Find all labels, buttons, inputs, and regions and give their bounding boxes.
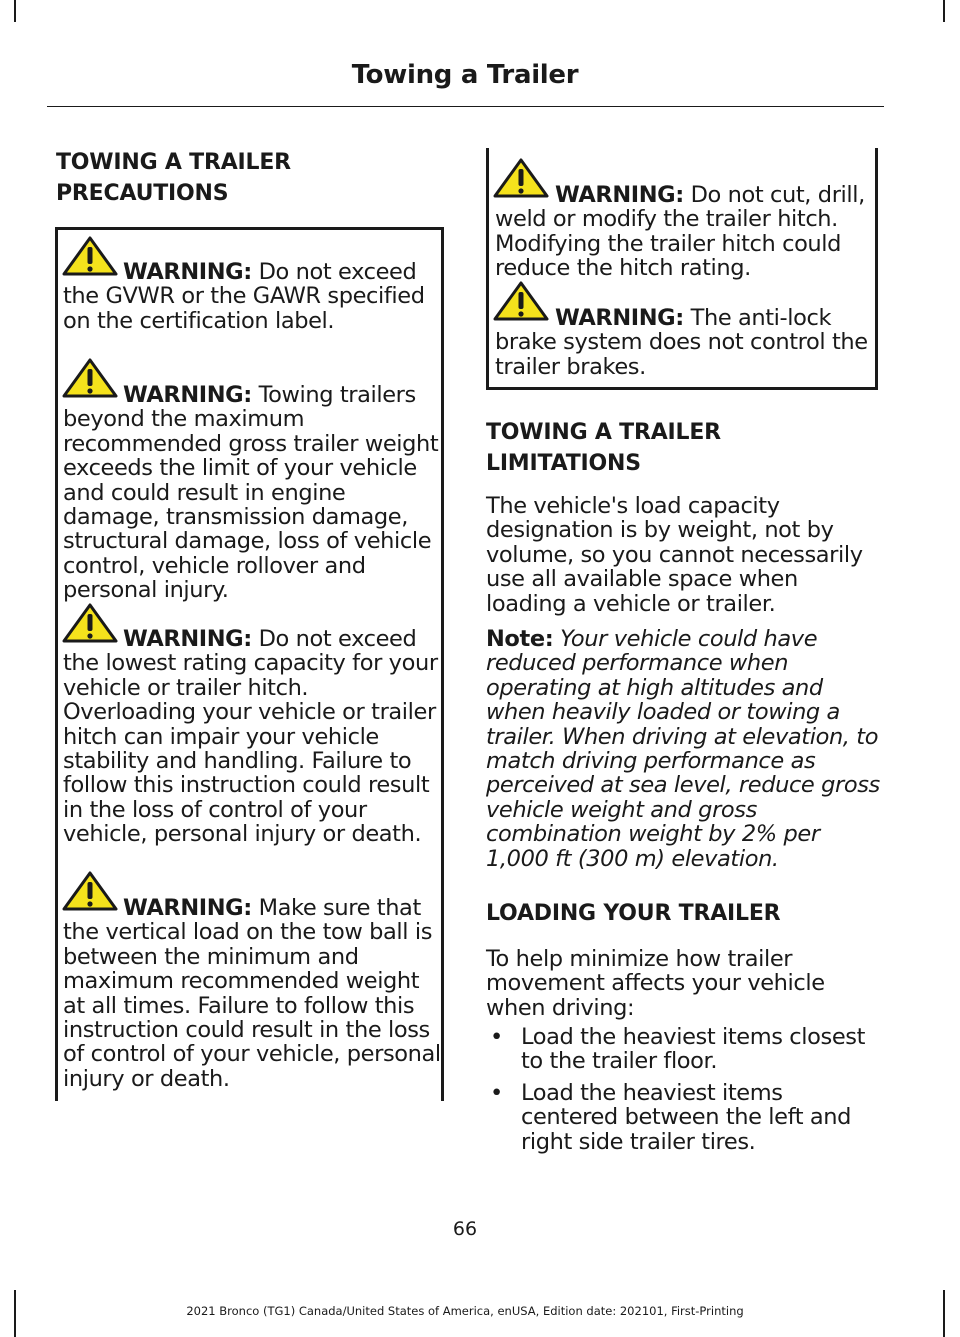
bullet-glyph: • (490, 1079, 503, 1106)
limitations-heading (486, 417, 721, 479)
warning-label: WARNING: (123, 382, 252, 408)
list-item-text: Load the heaviest items closest to the trailer floor. (521, 1024, 866, 1075)
list-item-text: Load the heaviest items centered between the left and right side trailer tires. (521, 1079, 852, 1155)
warning-vertical-load (63, 896, 441, 1091)
bullet-glyph: • (490, 1024, 503, 1050)
warning-label: WARNING: (123, 626, 252, 652)
precautions-heading (56, 147, 291, 209)
note-label: Note: (486, 626, 554, 652)
warning-towing-beyond-max (63, 383, 441, 603)
list-item (486, 1025, 886, 1074)
limitations-heading-line2: LIMITATIONS (486, 451, 641, 476)
warning-gvwr (63, 260, 441, 333)
page-header-title: Towing a Trailer (351, 60, 579, 90)
crop-mark (943, 0, 945, 22)
warning-label: WARNING: (123, 895, 252, 921)
page-number: 66 (452, 1218, 478, 1240)
limitations-body: The vehicle's load capacity designation is by weight, not by volume, so you cannot necessarily use all available space when loading a vehicle or trailer. (486, 493, 863, 617)
note-text: Your vehicle could have reduced performance when operating at high altitudes and when heavily loaded or towing a trailer. When driving at elevation, to match driving performance as perceived at sea level, reduce gross vehicle weight and gross combination weight by 2% per 1,000 ft (300 m) elevation. (486, 626, 880, 872)
precautions-heading-line2: PRECAUTIONS (56, 181, 229, 206)
warning-label: WARNING: (555, 305, 684, 331)
warning-label: WARNING: (123, 259, 252, 285)
warning-lowest-rating (63, 627, 441, 847)
crop-mark (14, 0, 16, 22)
precautions-heading-line1: TOWING A TRAILER (56, 150, 291, 175)
warning-text: Make sure that the vertical load on the tow ball is between the minimum and maximum recommended weight at all times. Failure to follow this instruction could result in the loss of control of your vehicle, personal injury or death. (63, 895, 441, 1092)
warning-do-not-modify-hitch (495, 183, 873, 281)
warning-text: Do not exceed the GVWR or the GAWR specified on the certification label. (63, 259, 425, 334)
warning-anti-lock-brakes (495, 306, 873, 379)
loading-bullet-list (486, 1025, 886, 1161)
warning-text: The anti-lock brake system does not control the trailer brakes. (495, 305, 868, 380)
note-paragraph (486, 627, 882, 871)
list-item (486, 1081, 886, 1154)
loading-intro: To help minimize how trailer movement affects your vehicle when driving: (486, 946, 825, 1021)
warning-text: Do not exceed the lowest rating capacity for your vehicle or trailer hitch. Overloading your vehicle or trailer hitch can impair your vehicle stability and handling. Failure to follow this instruction could result in the loss of control of your vehicle, personal injury or death. (63, 626, 438, 848)
warning-text: Towing trailers beyond the maximum recommended gross trailer weight exceeds the limit of your vehicle and could result in engine damage, transmission damage, structural damage, loss of vehicle control, vehicle rollover and personal injury. (63, 382, 439, 604)
warning-label: WARNING: (555, 182, 684, 208)
warning-text: Do not cut, drill, weld or modify the trailer hitch. Modifying the trailer hitch could reduce the hitch rating. (495, 182, 865, 282)
footer-edition-info: 2021 Bronco (TG1) Canada/United States of America, enUSA, Edition date: 202101, First-Printing (186, 1304, 744, 1318)
loading-heading: LOADING YOUR TRAILER (486, 901, 781, 926)
limitations-heading-line1: TOWING A TRAILER (486, 420, 721, 445)
crop-mark (943, 1290, 945, 1337)
header-rule (47, 106, 884, 107)
